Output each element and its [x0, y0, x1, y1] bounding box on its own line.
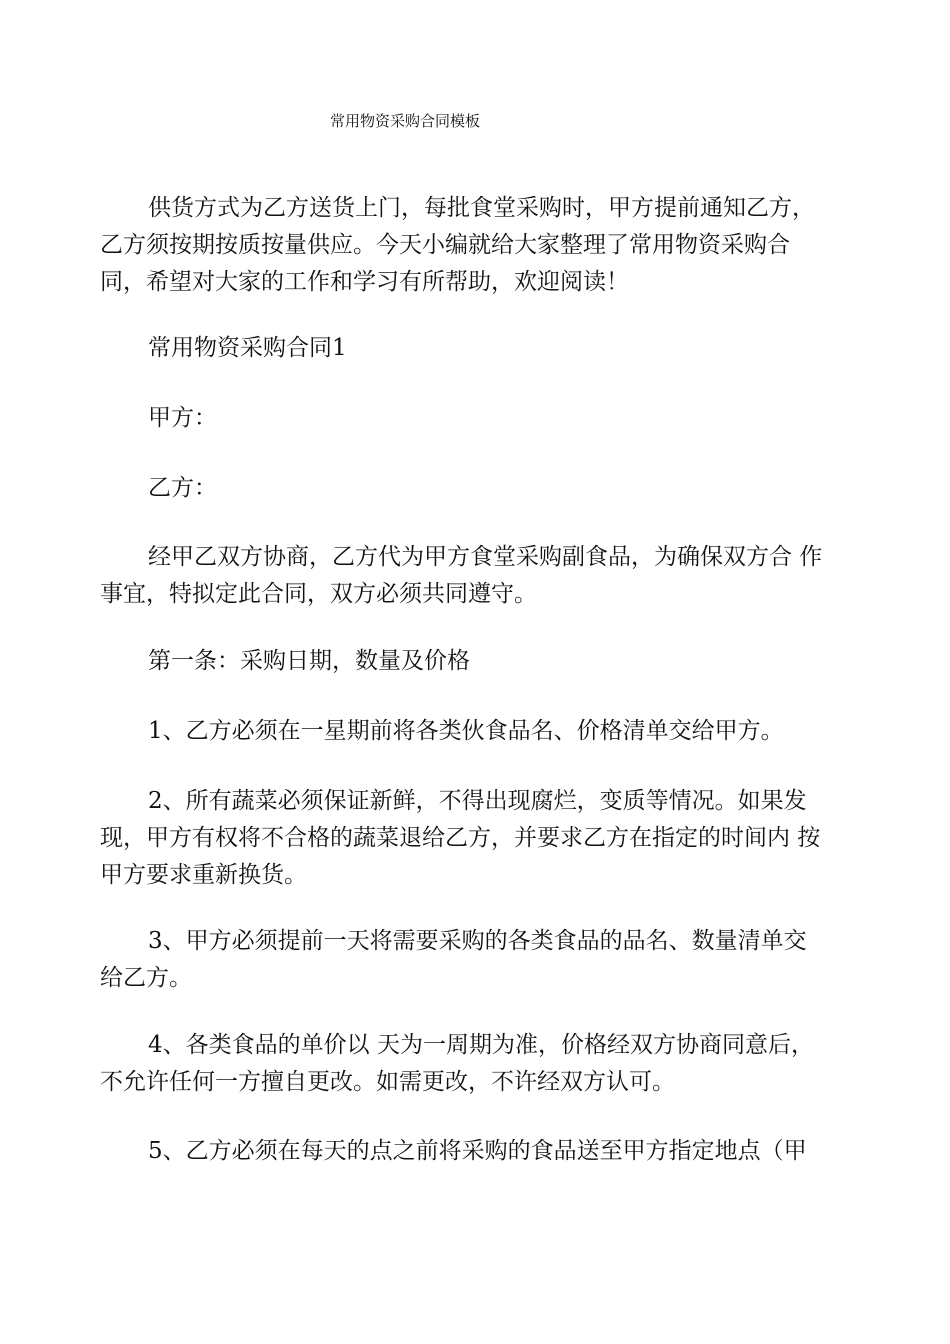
article-heading [100, 643, 850, 680]
paragraph-line: 4、各类食品的单价以 天为一周期为准，价格经双方协商同意后， [148, 1032, 814, 1058]
contract-heading [100, 330, 850, 367]
paragraph-line: 事宜，特拟定此合同，双方必须共同遵守。 [100, 581, 537, 607]
paragraph-line: 经甲乙双方协商，乙方代为甲方食堂采购副食品，为确保双方合 作 [148, 544, 823, 570]
document-title: 常用物资采购合同模板 [330, 112, 481, 130]
clause-1 [100, 713, 850, 750]
paragraph-line: 1、乙方必须在一星期前将各类伙食品名、价格清单交给甲方。 [148, 718, 784, 744]
paragraph-line: 甲方要求重新换货。 [100, 862, 307, 888]
intro-paragraph [100, 190, 850, 301]
paragraph-line: 甲方： [148, 405, 217, 431]
paragraph-line: 2、所有蔬菜必须保证新鲜，不得出现腐烂，变质等情况。如果发 [148, 788, 807, 814]
paragraph-line: 乙方须按期按质按量供应。今天小编就给大家整理了常用物资采购合 [100, 232, 790, 258]
paragraph-line: 现，甲方有权将不合格的蔬菜退给乙方，并要求乙方在指定的时间内 按 [100, 825, 821, 851]
clause-5 [100, 1133, 850, 1170]
paragraph-line: 同，希望对大家的工作和学习有所帮助，欢迎阅读！ [100, 269, 629, 295]
clause-3 [100, 923, 850, 997]
clause-4 [100, 1027, 850, 1101]
paragraph-line: 供货方式为乙方送货上门，每批食堂采购时，甲方提前通知乙方， [148, 195, 815, 221]
paragraph-line: 第一条：采购日期，数量及价格 [148, 648, 470, 674]
paragraph-line: 5、乙方必须在每天的点之前将采购的食品送至甲方指定地点（甲 [148, 1138, 807, 1164]
party-a-line [100, 400, 850, 437]
clause-2 [100, 783, 850, 894]
party-b-line [100, 470, 850, 507]
paragraph-line: 乙方： [148, 475, 217, 501]
paragraph-line: 常用物资采购合同1 [148, 335, 347, 361]
preamble-paragraph [100, 539, 850, 613]
paragraph-line: 3、甲方必须提前一天将需要采购的各类食品的品名、数量清单交 [148, 928, 807, 954]
paragraph-line: 不允许任何一方擅自更改。如需更改，不许经双方认可。 [100, 1069, 675, 1095]
paragraph-line: 给乙方。 [100, 965, 192, 991]
